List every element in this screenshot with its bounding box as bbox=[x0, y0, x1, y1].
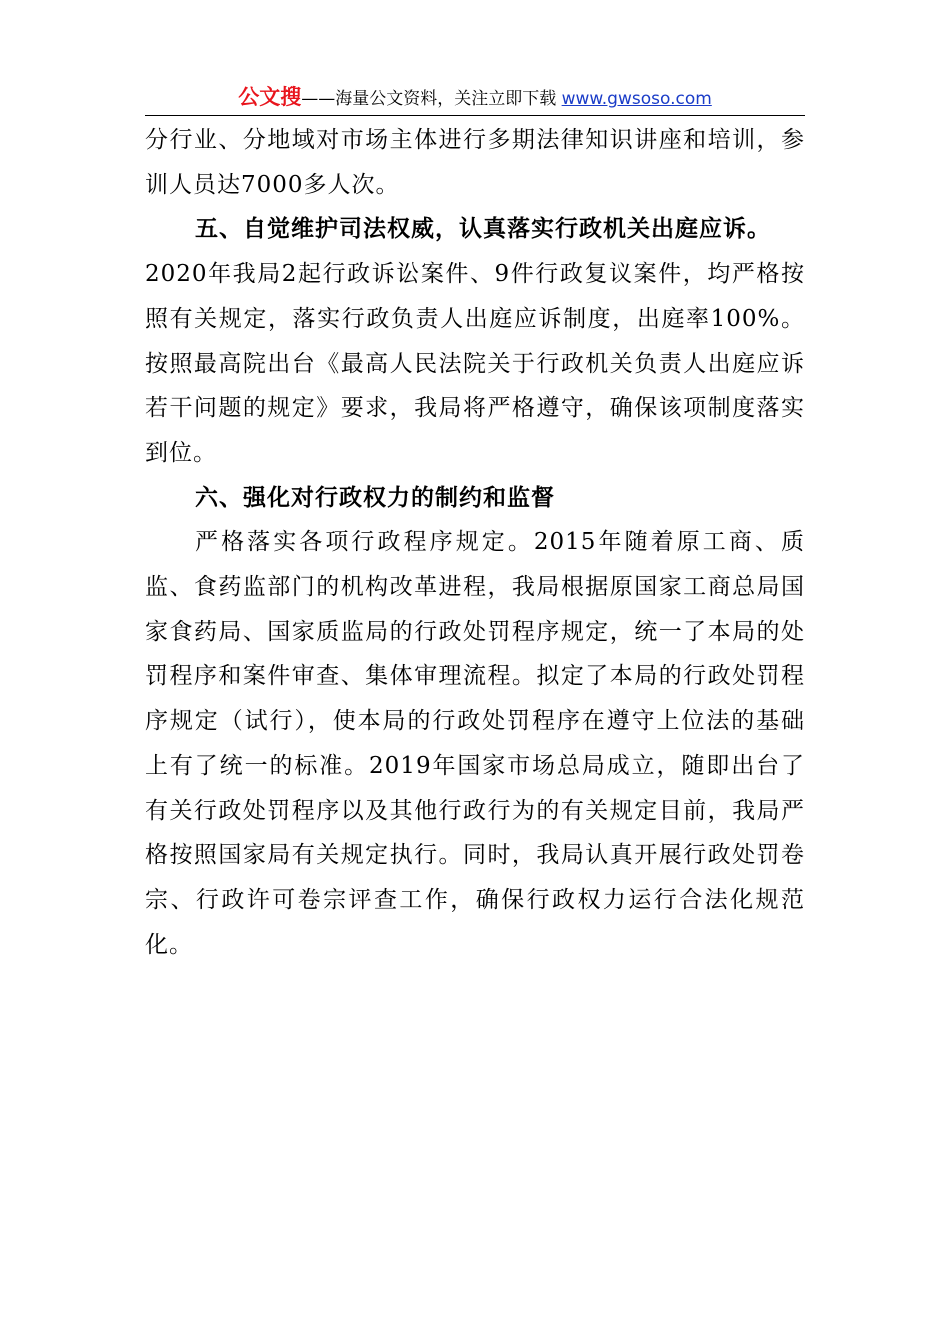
section-heading-six: 六、强化对行政权力的制约和监督 bbox=[195, 483, 555, 511]
paragraph-training: 分行业、分地域对市场主体进行多期法律知识讲座和培训，参训人员达7000多人次。 bbox=[145, 127, 805, 198]
page-header bbox=[145, 82, 805, 112]
brand-logo-text: 公文搜 bbox=[238, 85, 302, 109]
site-link[interactable]: www.gwsoso.com bbox=[561, 89, 712, 109]
section-heading-five: 五、自觉维护司法权威，认真落实行政机关出庭应诉。 bbox=[195, 215, 771, 243]
document-body bbox=[145, 118, 805, 967]
paragraph-administrative-procedure: 严格落实各项行政程序规定。2015年随着原工商、质监、食药监部门的机构改革进程，我局根据原国家工商总局国家食药局、国家质监局的行政处罚程序规定，统一了本局的处罚程序和案件审查、集体审理流程。拟定了本局的行政处罚程序规定（试行），使本局的行政处罚程序在遵守上位法的基础上有了统一的标准。2019年国家市场总局成立，随即出台了有关行政处罚程序以及其他行政行为的有关规定目前，我局严格按照国家局有关规定执行。同时，我局认真开展行政处罚卷宗、行政许可卷宗评查工作，确保行政权力运行合法化规范化。 bbox=[145, 529, 805, 958]
paragraph-court-appearance: 2020年我局2起行政诉讼案件、9件行政复议案件，均严格按照有关规定，落实行政负责人出庭应诉制度，出庭率100%。按照最高院出台《最高人民法院关于行政机关负责人出庭应诉若干问题的规定》要求，我局将严格遵守，确保该项制度落实到位。 bbox=[145, 261, 805, 466]
header-divider bbox=[145, 115, 805, 116]
header-slogan: ——海量公文资料，关注立即下载 bbox=[301, 89, 557, 109]
